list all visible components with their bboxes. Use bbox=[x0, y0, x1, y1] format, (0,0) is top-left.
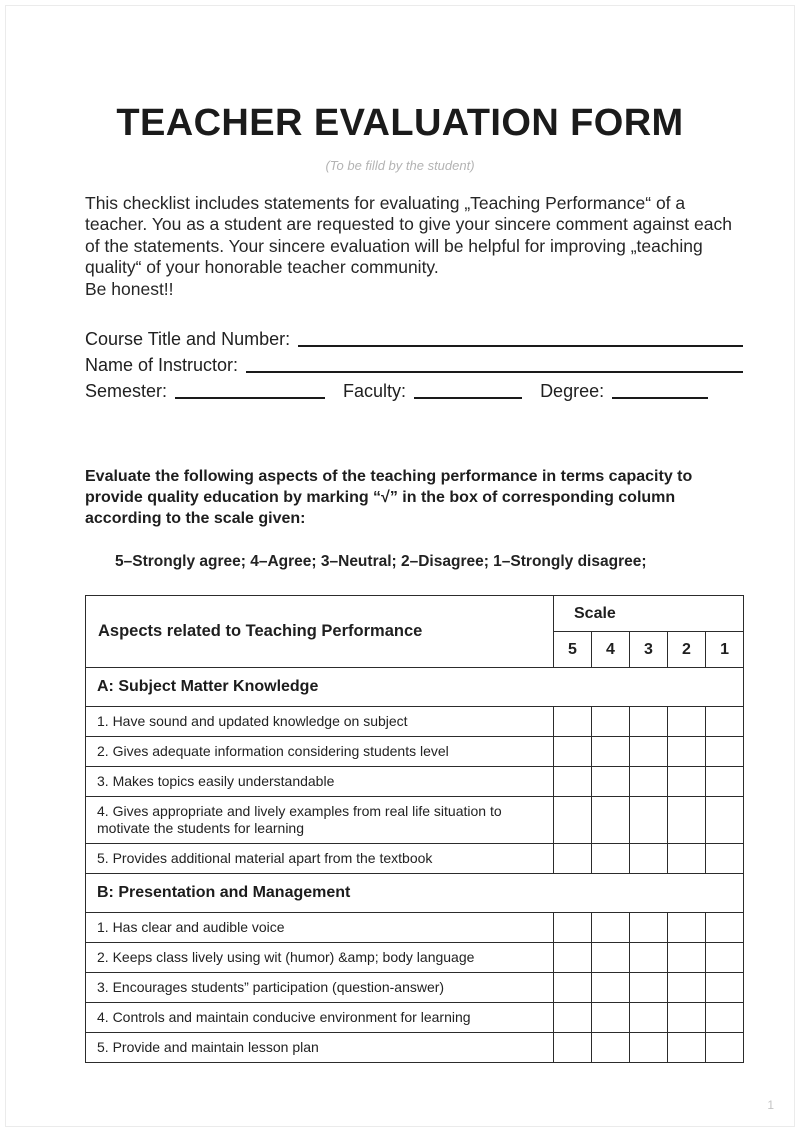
course-title-line[interactable] bbox=[298, 344, 743, 347]
page-content bbox=[85, 193, 743, 1064]
mark-cell[interactable] bbox=[706, 943, 744, 973]
mark-cell[interactable] bbox=[554, 707, 592, 737]
mark-cell[interactable] bbox=[630, 943, 668, 973]
mark-cell[interactable] bbox=[554, 1003, 592, 1033]
mark-cell[interactable] bbox=[592, 767, 630, 797]
mark-cell[interactable] bbox=[668, 797, 706, 844]
intro-text: This checklist includes statements for evaluating „Teaching Performance“ of a teacher. You as a student are requested to give your sincere comment against each of the statements. Your sincere evaluation will be helpful for improving „teaching quality“ of your honorable teacher community. bbox=[85, 192, 732, 278]
scale-value-3: 3 bbox=[630, 632, 668, 668]
mark-cell[interactable] bbox=[668, 973, 706, 1003]
mark-cell[interactable] bbox=[706, 844, 744, 874]
section-b-title: B: Presentation and Management bbox=[86, 874, 744, 913]
mark-cell[interactable] bbox=[668, 737, 706, 767]
item-label: 2. Gives adequate information considering students level bbox=[86, 737, 554, 767]
course-title-label: Course Title and Number: bbox=[85, 329, 291, 350]
table-row bbox=[86, 767, 744, 797]
mark-cell[interactable] bbox=[706, 737, 744, 767]
mark-cell[interactable] bbox=[630, 1003, 668, 1033]
scale-legend: 5–Strongly agree; 4–Agree; 3–Neutral; 2–Disagree; 1–Strongly disagree; bbox=[115, 553, 647, 571]
course-title-row bbox=[85, 326, 743, 352]
table-row bbox=[86, 913, 744, 943]
table-header-row bbox=[86, 596, 744, 632]
item-label: 5. Provide and maintain lesson plan bbox=[86, 1033, 554, 1063]
instructions-paragraph: Evaluate the following aspects of the teaching performance in terms capacity to provide quality education by marking “√” in the box of corresponding column according to the scale given: bbox=[85, 468, 693, 528]
mark-cell[interactable] bbox=[630, 707, 668, 737]
table-row bbox=[86, 943, 744, 973]
mark-cell[interactable] bbox=[592, 913, 630, 943]
evaluation-table bbox=[85, 595, 744, 1063]
semester-faculty-degree-row bbox=[85, 378, 743, 404]
table-row bbox=[86, 973, 744, 1003]
table-row bbox=[86, 707, 744, 737]
mark-cell[interactable] bbox=[554, 913, 592, 943]
mark-cell[interactable] bbox=[592, 1033, 630, 1063]
table-row bbox=[86, 737, 744, 767]
mark-cell[interactable] bbox=[554, 1033, 592, 1063]
instructor-label: Name of Instructor: bbox=[85, 355, 239, 376]
mark-cell[interactable] bbox=[554, 943, 592, 973]
mark-cell[interactable] bbox=[668, 1033, 706, 1063]
aspects-header: Aspects related to Teaching Performance bbox=[86, 596, 554, 668]
be-honest-text: Be honest!! bbox=[85, 278, 174, 299]
mark-cell[interactable] bbox=[706, 707, 744, 737]
mark-cell[interactable] bbox=[630, 844, 668, 874]
mark-cell[interactable] bbox=[592, 737, 630, 767]
mark-cell[interactable] bbox=[630, 1033, 668, 1063]
item-label: 5. Provides additional material apart from the textbook bbox=[86, 844, 554, 874]
mark-cell[interactable] bbox=[706, 767, 744, 797]
mark-cell[interactable] bbox=[554, 797, 592, 844]
page-title: TEACHER EVALUATION FORM bbox=[116, 102, 684, 144]
mark-cell[interactable] bbox=[630, 767, 668, 797]
mark-cell[interactable] bbox=[668, 707, 706, 737]
mark-cell[interactable] bbox=[630, 973, 668, 1003]
mark-cell[interactable] bbox=[592, 1003, 630, 1033]
semester-label: Semester: bbox=[85, 381, 168, 402]
mark-cell[interactable] bbox=[630, 737, 668, 767]
item-label: 3. Makes topics easily understandable bbox=[86, 767, 554, 797]
mark-cell[interactable] bbox=[706, 913, 744, 943]
scale-header: Scale bbox=[554, 596, 744, 632]
scale-value-4: 4 bbox=[592, 632, 630, 668]
section-b-row bbox=[86, 874, 744, 913]
intro-paragraph bbox=[85, 193, 743, 301]
mark-cell[interactable] bbox=[668, 767, 706, 797]
mark-cell[interactable] bbox=[630, 913, 668, 943]
section-a-row bbox=[86, 668, 744, 707]
page-number: 1 bbox=[767, 1098, 774, 1112]
mark-cell[interactable] bbox=[668, 943, 706, 973]
item-label: 4. Gives appropriate and lively examples from real life situation to motivate the students for learning bbox=[86, 797, 554, 844]
mark-cell[interactable] bbox=[706, 1003, 744, 1033]
form-fields bbox=[85, 326, 743, 404]
mark-cell[interactable] bbox=[592, 943, 630, 973]
table-row bbox=[86, 1003, 744, 1033]
instructor-row bbox=[85, 352, 743, 378]
mark-cell[interactable] bbox=[706, 973, 744, 1003]
item-label: 1. Has clear and audible voice bbox=[86, 913, 554, 943]
faculty-line[interactable] bbox=[414, 396, 522, 399]
item-label: 1. Have sound and updated knowledge on subject bbox=[86, 707, 554, 737]
item-label: 4. Controls and maintain conducive environment for learning bbox=[86, 1003, 554, 1033]
mark-cell[interactable] bbox=[554, 737, 592, 767]
page-subtitle: (To be filld by the student) bbox=[325, 157, 475, 173]
mark-cell[interactable] bbox=[554, 767, 592, 797]
mark-cell[interactable] bbox=[554, 844, 592, 874]
degree-line[interactable] bbox=[612, 396, 708, 399]
mark-cell[interactable] bbox=[592, 844, 630, 874]
mark-cell[interactable] bbox=[554, 973, 592, 1003]
table-row bbox=[86, 797, 744, 844]
mark-cell[interactable] bbox=[668, 844, 706, 874]
mark-cell[interactable] bbox=[668, 913, 706, 943]
table-row bbox=[86, 844, 744, 874]
scale-value-1: 1 bbox=[706, 632, 744, 668]
mark-cell[interactable] bbox=[592, 973, 630, 1003]
table-row bbox=[86, 1033, 744, 1063]
semester-line[interactable] bbox=[175, 396, 325, 399]
mark-cell[interactable] bbox=[592, 797, 630, 844]
mark-cell[interactable] bbox=[630, 797, 668, 844]
section-a-title: A: Subject Matter Knowledge bbox=[86, 668, 744, 707]
mark-cell[interactable] bbox=[668, 1003, 706, 1033]
scale-value-2: 2 bbox=[668, 632, 706, 668]
item-label: 3. Encourages students” participation (question-answer) bbox=[86, 973, 554, 1003]
mark-cell[interactable] bbox=[706, 1033, 744, 1063]
faculty-label: Faculty: bbox=[343, 381, 407, 402]
mark-cell[interactable] bbox=[706, 797, 744, 844]
degree-label: Degree: bbox=[540, 381, 605, 402]
mark-cell[interactable] bbox=[592, 707, 630, 737]
scale-value-5: 5 bbox=[554, 632, 592, 668]
item-label: 2. Keeps class lively using wit (humor) &amp; body language bbox=[86, 943, 554, 973]
instructor-line[interactable] bbox=[246, 370, 743, 373]
